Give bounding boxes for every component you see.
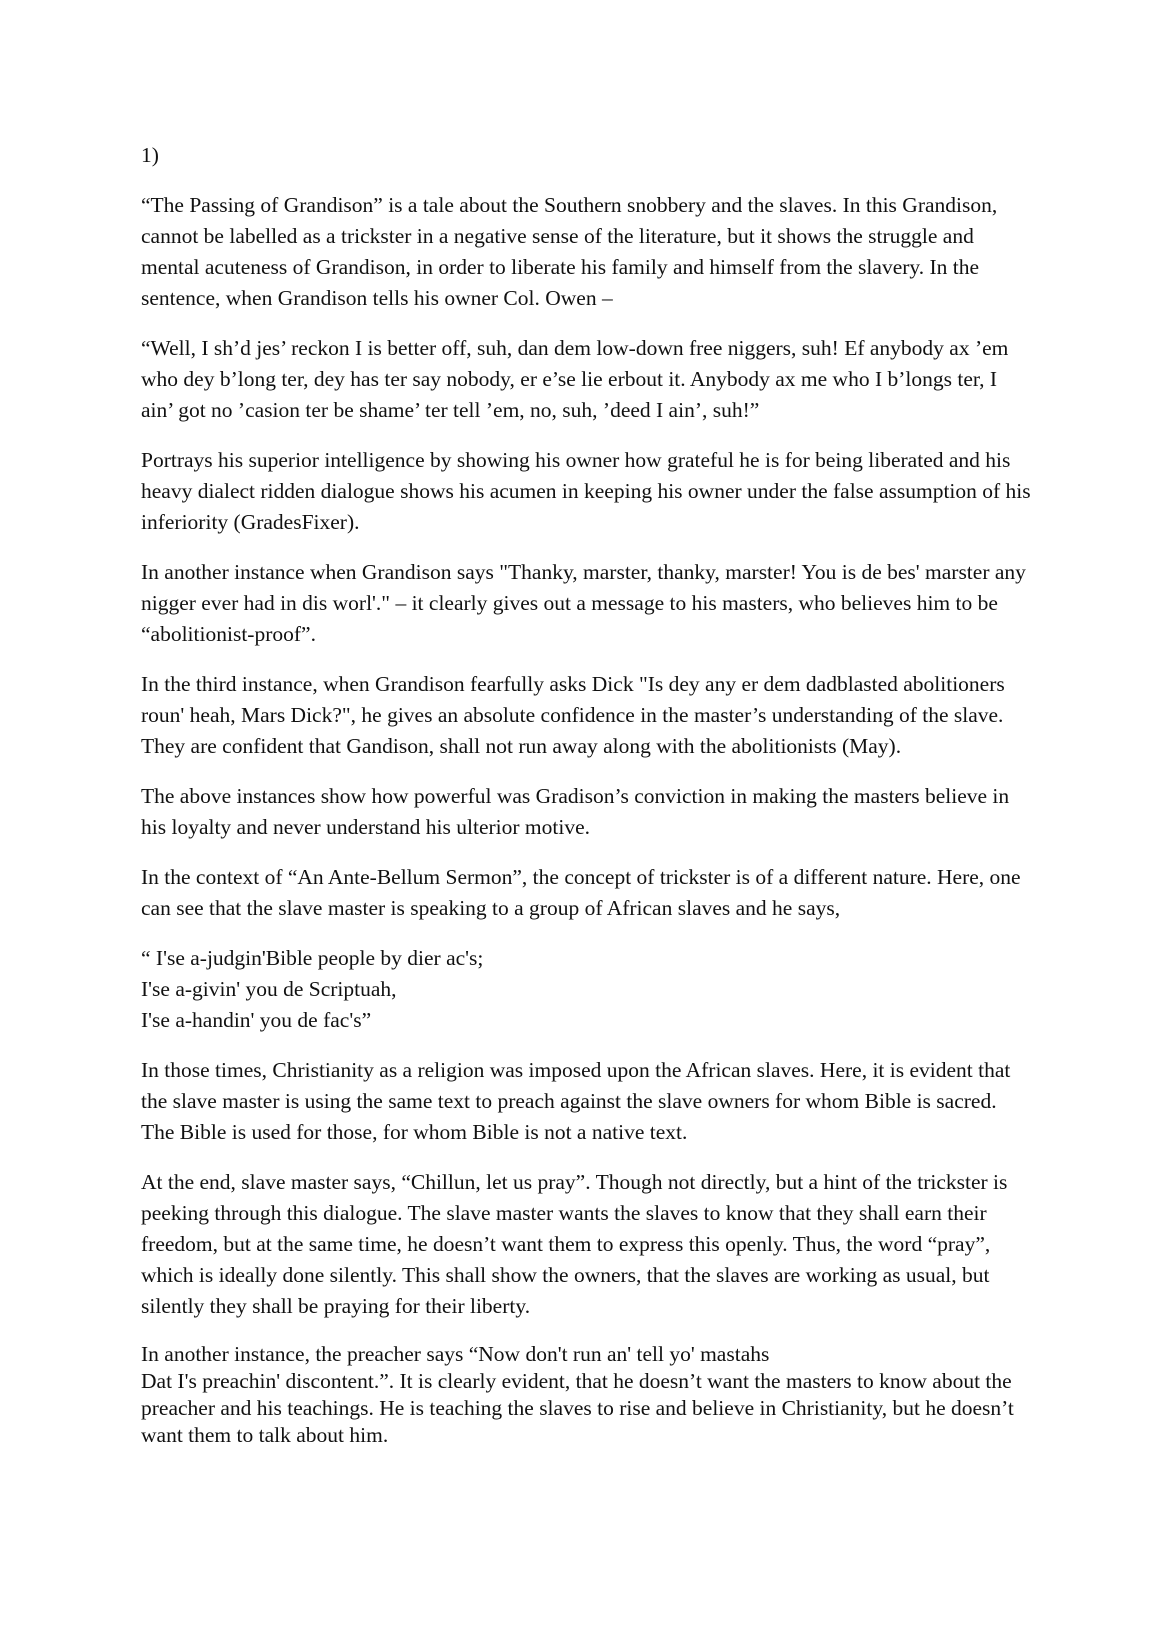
paragraph-second-instance: In another instance when Grandison says "Thanky, marster, thanky, marster! You is de bes' marster any nigger ever had in dis worl'." – it clearly gives out a message to his masters, who believes him to be “abolitionist-proof”. — [141, 560, 1026, 646]
paragraph-conviction: The above instances show how powerful was Gradison’s conviction in making the masters believe in his loyalty and never understand his ulterior motive. — [141, 784, 1010, 839]
quote-grandison-owen: “Well, I sh’d jes’ reckon I is better off, suh, dan dem low-down free niggers, suh! Ef anybody ax ’em who dey b’long ter, dey has ter say nobody, er e’se lie erbout it. Anybody ax me who I b’longs ter, I ain’ got no ’casion ter be shame’ ter tell ’em, no, suh, ’deed I ain’, suh!” — [141, 336, 1009, 422]
paragraph-intro: “The Passing of Grandison” is a tale about the Southern snobbery and the slaves. In this Grandison, cannot be labelled as a trickster in a negative sense of the literature, but it shows the struggle and mental acuteness of Grandison, in order to liberate his family and himself from the slavery. In the sentence, when Grandison tells his owner Col. Owen – — [141, 193, 998, 310]
paragraph-preacher: In another instance, the preacher says “Now don't run an' tell yo' mastahs Dat I's preachin' discontent.”. It is clearly evident, that he doesn’t want the masters to know about the preacher and his teachings. He is teaching the slaves to rise and believe in Christianity, but he doesn’t want them to talk about him. — [141, 1342, 1014, 1447]
paragraph-intelligence: Portrays his superior intelligence by showing his owner how grateful he is for being liberated and his heavy dialect ridden dialogue shows his acumen in keeping his owner under the false assumption of his inferiority (GradesFixer). — [141, 448, 1031, 534]
paragraph-pray: At the end, slave master says, “Chillun, let us pray”. Though not directly, but a hint of the trickster is peeking through this dialogue. The slave master wants the slaves to know that they shall earn their freedom, but at the same time, he doesn’t want them to express this openly. Thus, the word “pray”, which is ideally done silently. This shall show the owners, that the slaves are working as usual, but silently they shall be praying for their liberty. — [141, 1170, 1008, 1318]
document-body — [141, 140, 1031, 1468]
paragraph-sermon-context: In the context of “An Ante-Bellum Sermon”, the concept of trickster is of a different nature. Here, one can see that the slave master is speaking to a group of African slaves and he says, — [141, 865, 1021, 920]
section-number: 1) — [141, 143, 159, 167]
paragraph-christianity: In those times, Christianity as a religion was imposed upon the African slaves. Here, it is evident that the slave master is using the same text to preach against the slave owners for whom Bible is sacred. The Bible is used for those, for whom Bible is not a native text. — [141, 1058, 1011, 1144]
quote-sermon-verse: “ I'se a-judgin'Bible people by dier ac's; I'se a-givin' you de Scriptuah, I'se a-handin' you de fac's” — [141, 946, 484, 1032]
paragraph-third-instance: In the third instance, when Grandison fearfully asks Dick "Is dey any er dem dadblasted abolitioners roun' heah, Mars Dick?", he gives an absolute confidence in the master’s understanding of the slave. They are confident that Gandison, shall not run away along with the abolitionists (May). — [141, 672, 1005, 758]
